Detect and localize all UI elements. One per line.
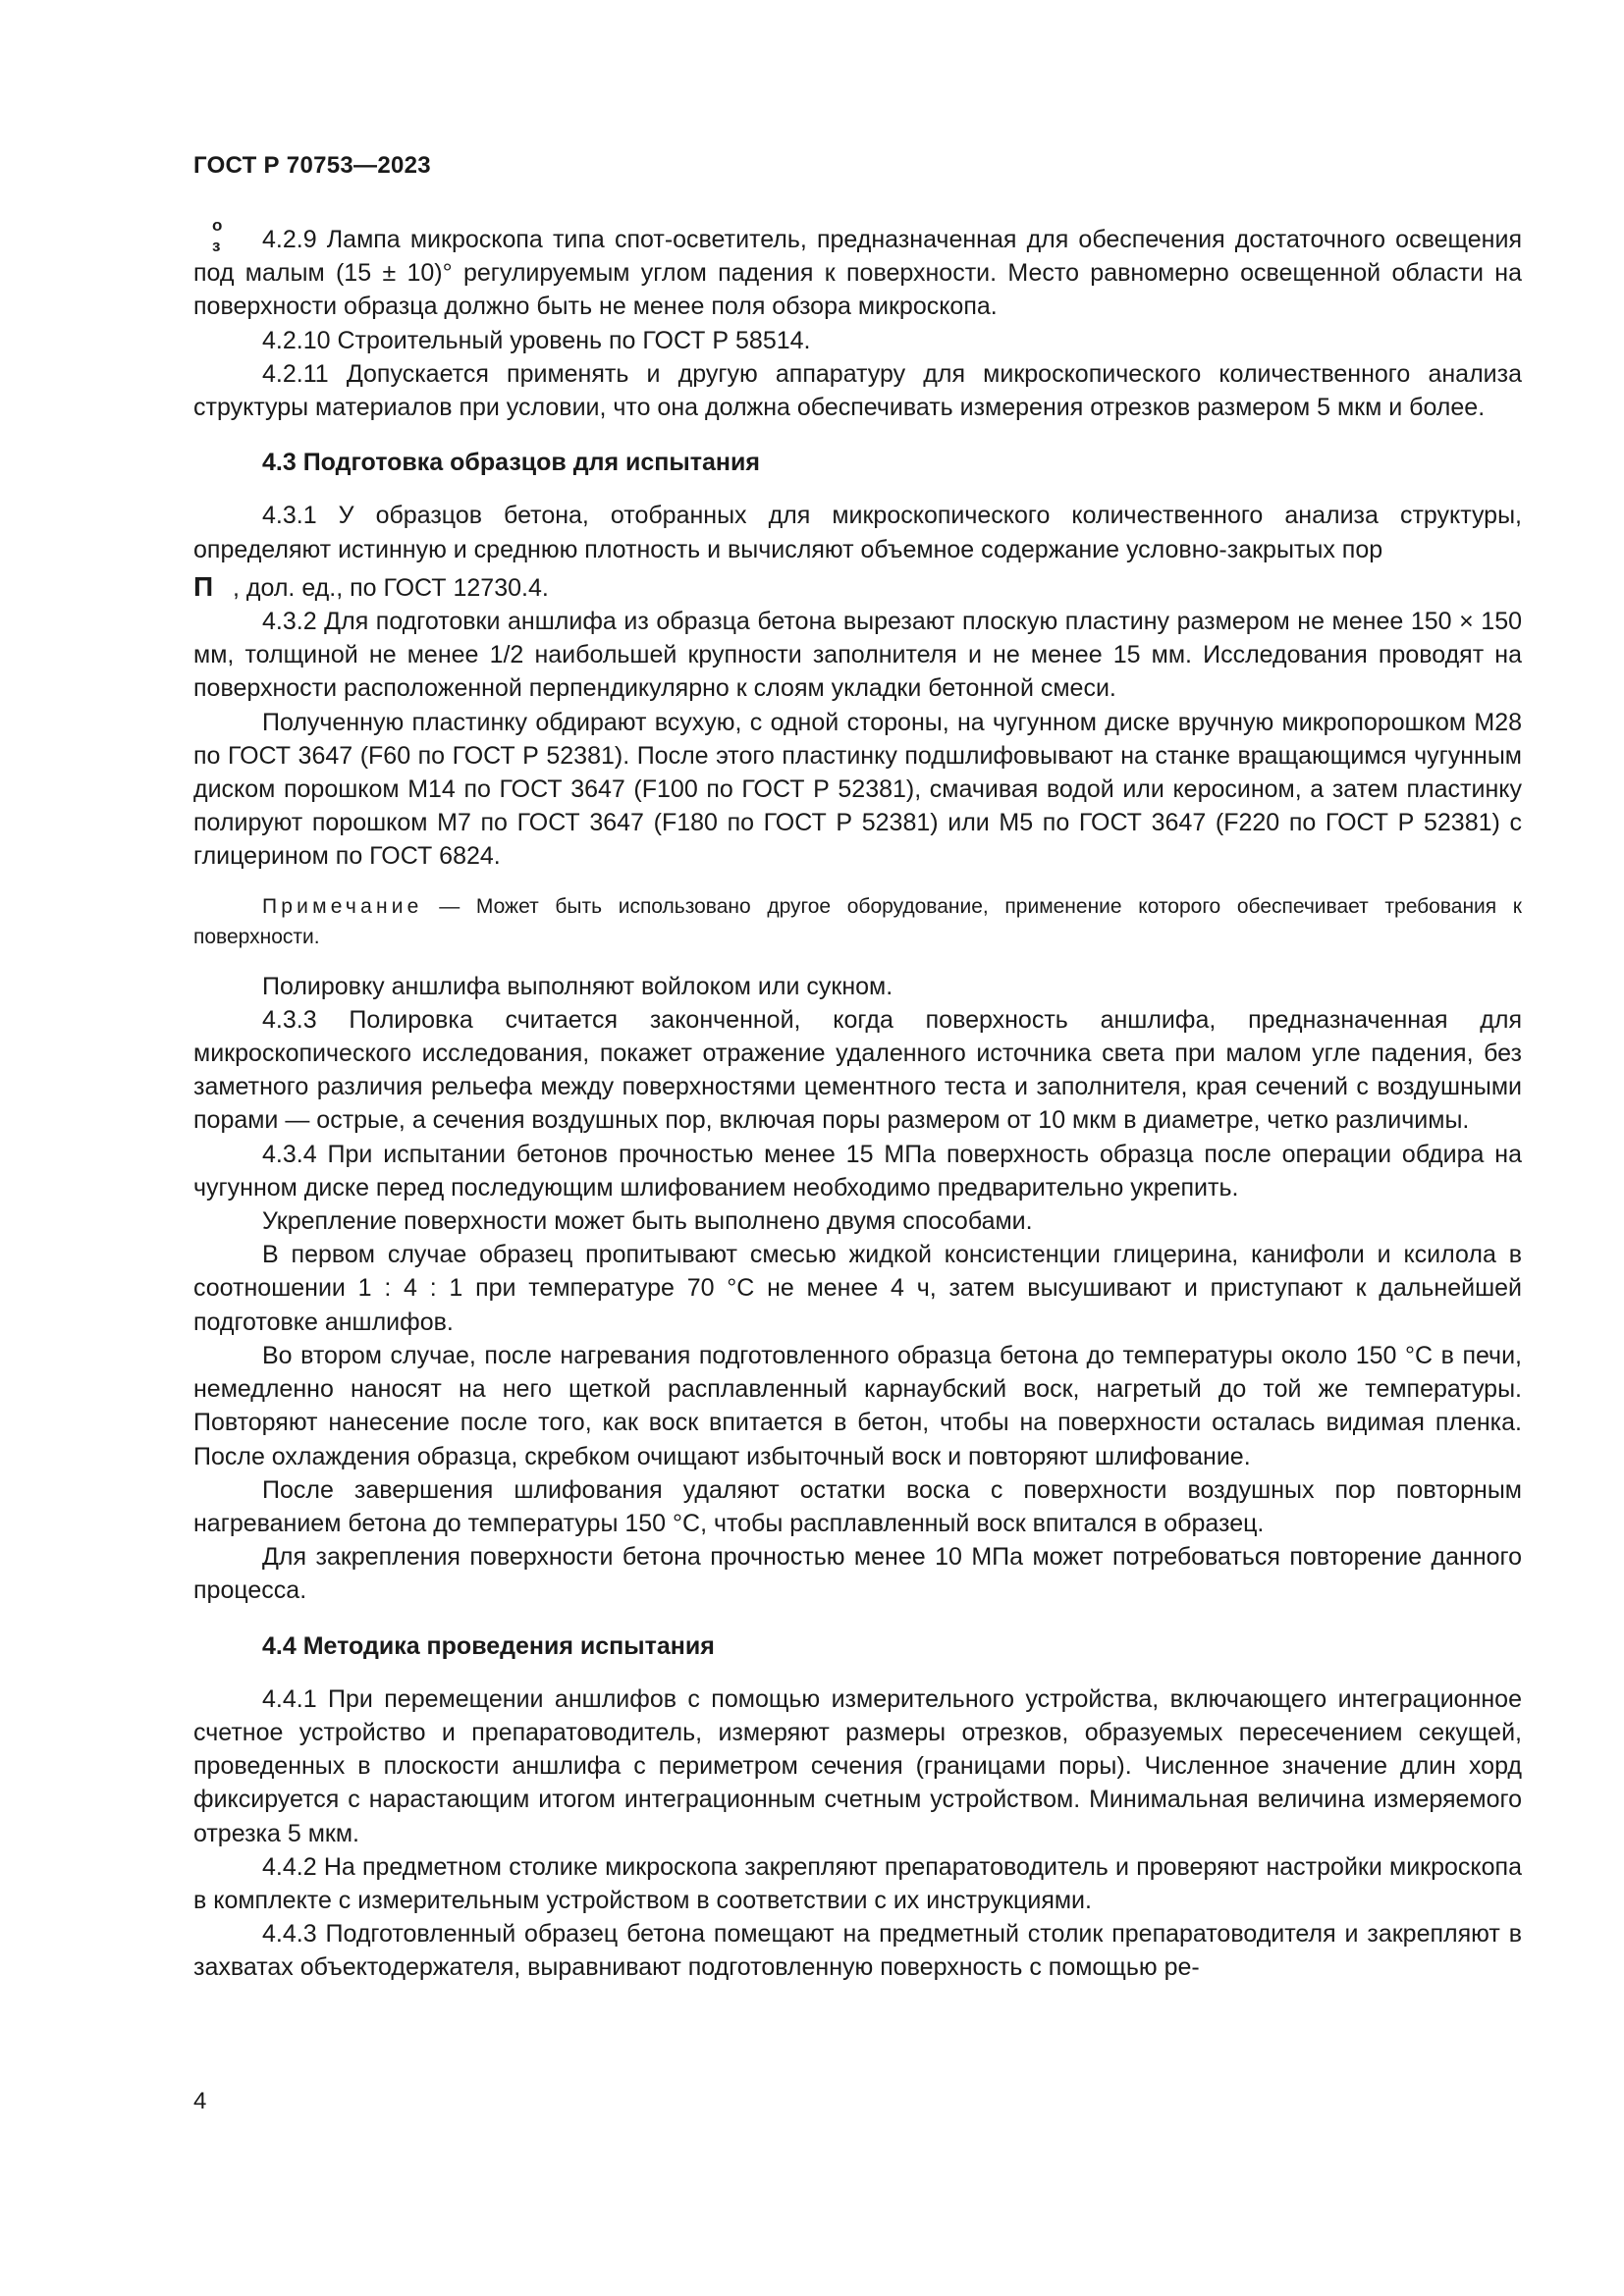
section-heading-4-4: 4.4 Методика проведения испытания xyxy=(262,1631,715,1660)
paragraph-polishing: Полировку аншлифа выполняют войлоком или сукном. xyxy=(262,972,893,1000)
paragraph-grinding: Полученную пластинку обдирают всухую, с одной стороны, на чугунном диске вручную микропорошком М28 по ГОСТ 3647 (F60 по ГОСТ Р 52381). После этого пластинку подшлифовывают на станке вращающимся чугунным диском порошком М14 по ГОСТ 3647 (F100 по ГОСТ Р 52381), смачивая водой или керосином, а затем пластинку полируют порошком М7 по ГОСТ 3647 (F180 по ГОСТ Р 52381) или М5 по ГОСТ 3647 (F220 по ГОСТ Р 52381) с глицерином по ГОСТ 6824. xyxy=(193,708,1522,871)
note-label: Примечание xyxy=(262,894,423,918)
formula-tail: , дол. ед., по ГОСТ 12730.4. xyxy=(233,573,549,602)
paragraph-strengthening: Укрепление поверхности может быть выполнено двумя способами. xyxy=(262,1207,1033,1236)
page-number: 4 xyxy=(193,2088,207,2114)
document-body xyxy=(193,216,1522,1985)
paragraph-repeat: Для закрепления поверхности бетона прочностью менее 10 МПа может потребоваться повторение данного процесса. xyxy=(193,1543,1522,1605)
formula-subscript: з xyxy=(212,237,221,255)
paragraph-4-3-2: 4.3.2 Для подготовки аншлифа из образца бетона вырезают плоскую пластину размером не менее 150 × 150 мм, толщиной не менее 1/2 наибольшей крупности заполнителя и не менее 15 мм. Исследования проводят на поверхности расположенной перпендикулярно к слоям укладки бетонной смеси. xyxy=(193,608,1522,703)
paragraph-4-2-11: 4.2.11 Допускается применять и другую аппаратуру для микроскопического количественного анализа структуры материалов при условии, что она должна обеспечивать измерения отрезков размером 5 мкм и более. xyxy=(193,359,1522,422)
paragraph-method-1: В первом случае образец пропитывают смесью жидкой консистенции глицерина, канифоли и ксилола в соотношении 1 : 4 : 1 при температуре 70 °С не менее 4 ч, затем высушивают и приступают к дальнейшей подготовке аншлифов. xyxy=(193,1241,1522,1336)
paragraph-4-3-4: 4.3.4 При испытании бетонов прочностью менее 15 МПа поверхность образца после операции обдира на чугунном диске перед последующим шлифованием необходимо предварительно укрепить. xyxy=(193,1140,1522,1201)
note xyxy=(193,891,1522,952)
paragraph-4-2-9: 4.2.9 Лампа микроскопа типа спот-осветитель, предназначенная для обеспечения достаточного освещения под малым (15 ± 10)° регулируемым углом падения к поверхности. Место равномерно освещенной области на поверхности образца должно быть не менее поля обзора микроскопа. xyxy=(193,226,1522,321)
paragraph-wax-removal: После завершения шлифования удаляют остатки воска с поверхности воздушных пор повторным нагреванием бетона до температуры 150 °С, чтобы расплавленный воск впитался в образец. xyxy=(193,1475,1522,1537)
pore-volume-symbol xyxy=(193,216,233,605)
document-header: ГОСТ Р 70753—2023 xyxy=(193,152,431,179)
paragraph-4-4-1: 4.4.1 При перемещении аншлифов с помощью измерительного устройства, включающего интеграционное счетное устройство и препаратоводитель, измеряют размеры отрезков, образуемых пересечением секущей, проведенных в плоскости аншлифа с периметром сечения (границами поры). Численное значение длин хорд фиксируется с нарастающим итогом интеграционным счетным устройством. Минимальная величина измеряемого отрезка 5 мкм. xyxy=(193,1684,1522,1847)
paragraph-4-4-3: 4.4.3 Подготовленный образец бетона помещают на предметный столик препаратоводителя и закрепляют в захватах объектодержателя, выравнивают подготовленную поверхность с помощью ре- xyxy=(193,1920,1522,1982)
formula-symbol: П xyxy=(193,570,214,602)
formula-superscript: о xyxy=(212,216,223,235)
section-heading-4-3: 4.3 Подготовка образцов для испытания xyxy=(262,449,760,477)
paragraph-method-2: Во втором случае, после нагревания подготовленного образца бетона до температуры около 150 °С в печи, немедленно наносят на него щеткой расплавленный карнаубский воск, нагретый до той же температуры. Повторяют нанесение после того, как воск впитается в бетон, чтобы на поверхности осталась видимая пленка. После охлаждения образца, скребком очищают избыточный воск и повторяют шлифование. xyxy=(193,1341,1522,1470)
paragraph-4-3-3: 4.3.3 Полировка считается законченной, когда поверхность аншлифа, предназначенная для микроскопического исследования, покажет отражение удаленного источника света при малом угле падения, без заметного различия рельефа между поверхностями цементного теста и заполнителя, края сечений с воздушными порами — острые, а сечения воздушных пор, включая поры размером от 10 мкм в диаметре, четко различимы. xyxy=(193,1005,1522,1135)
paragraph-4-3-1: 4.3.1 У образцов бетона, отобранных для микроскопического количественного анализа структуры, определяют истинную и среднюю плотность и вычисляют объемное содержание условно-закрытых пор xyxy=(193,502,1522,563)
paragraph-4-4-2: 4.4.2 На предметном столике микроскопа закрепляют препаратоводитель и проверяют настройки микроскопа в комплекте с измерительным устройством в соответствии с их инструкциями. xyxy=(193,1852,1522,1914)
paragraph-4-2-10: 4.2.10 Строительный уровень по ГОСТ Р 58514. xyxy=(262,326,811,354)
note-text: — Может быть использовано другое оборудование, применение которого обеспечивает требования к поверхности. xyxy=(193,894,1522,948)
